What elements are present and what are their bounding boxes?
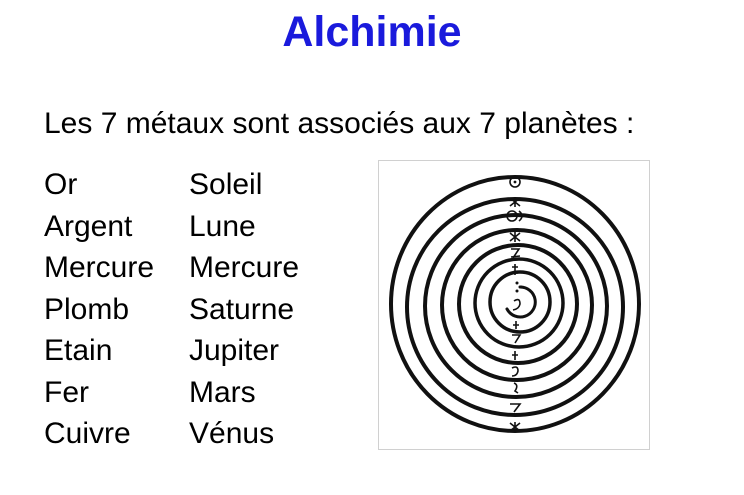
planet-label: Mercure <box>189 251 300 284</box>
symbol-mark-icon <box>512 264 518 275</box>
symbol-mark-icon <box>512 367 518 376</box>
metal-label: Cuivre <box>44 417 131 450</box>
symbol-mark-icon <box>513 321 519 329</box>
symbol-mark-icon <box>512 335 520 343</box>
metal-label: Or <box>44 168 78 201</box>
planet-label: Mars <box>189 375 256 409</box>
metal-label: Argent <box>44 209 133 243</box>
alchemical-spiral-image <box>378 160 650 450</box>
planet-label: Saturne <box>189 292 295 326</box>
slide-title: Alchimie <box>282 8 462 56</box>
planet-label: Soleil <box>189 168 263 201</box>
symbol-mark-icon <box>513 300 520 310</box>
symbol-mark-icon <box>514 383 518 393</box>
planet-label: Lune <box>189 209 256 243</box>
spiral-diagram <box>379 161 649 449</box>
symbol-mark-icon <box>510 197 520 207</box>
metal-label: Fer <box>44 375 89 409</box>
symbol-mark-icon <box>510 232 520 242</box>
symbol-mark-icon <box>510 404 520 412</box>
symbol-mark-icon <box>511 249 520 258</box>
planet-label: Vénus <box>189 417 275 450</box>
spiral-core <box>507 287 535 317</box>
spiral-ring <box>425 215 607 397</box>
metal-label: Mercure <box>44 251 155 284</box>
planet-label: Jupiter <box>189 334 280 367</box>
symbol-mark-icon <box>510 422 520 432</box>
metal-label: Etain <box>44 334 113 367</box>
slide-subtitle: Les 7 métaux sont associés aux 7 planètes : <box>44 107 635 140</box>
symbol-mark-icon <box>512 351 518 360</box>
metal-label: Plomb <box>44 292 130 326</box>
